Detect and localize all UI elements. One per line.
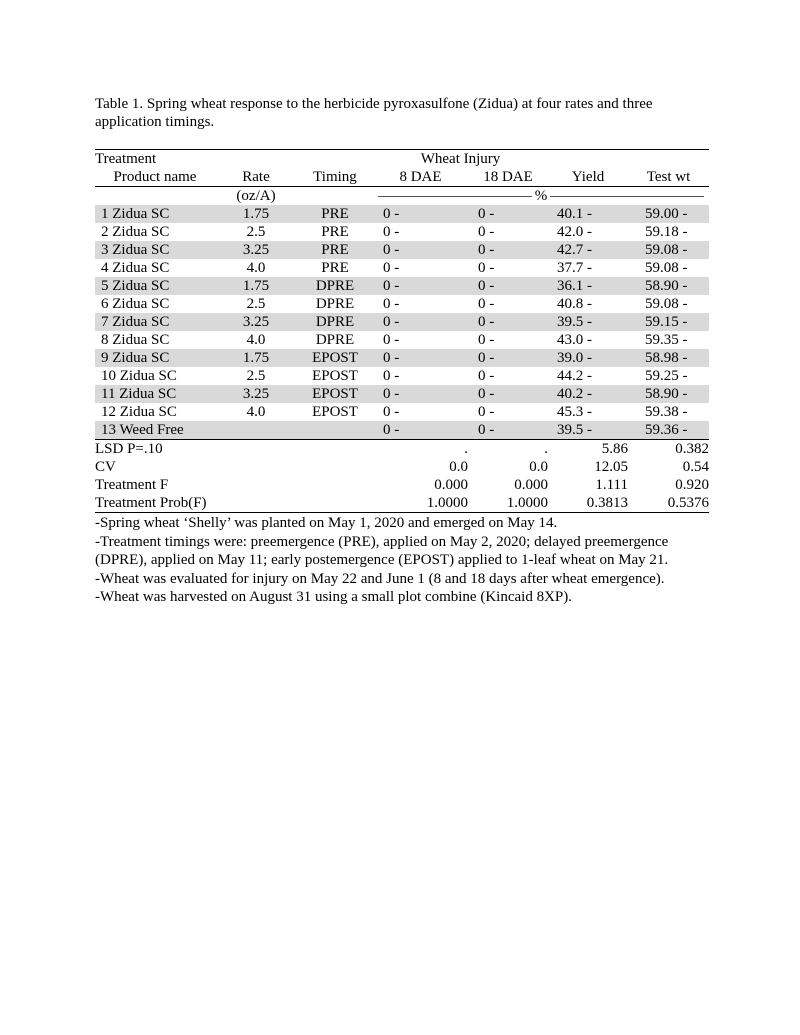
cell-test-wt: 59.18 - — [645, 224, 688, 240]
cell-8dae: 0 - — [373, 385, 468, 403]
footnotes — [95, 514, 709, 607]
stat-rows — [95, 440, 709, 513]
document-page — [95, 95, 709, 607]
cell-timing: PRE — [297, 205, 373, 223]
header-8dae: 8 DAE — [399, 169, 442, 185]
table-caption: Table 1. Spring wheat response to the herbicide pyroxasulfone (Zidua) at four rates and three application timings. — [95, 96, 653, 130]
cell-test-wt: 59.38 - — [645, 404, 688, 420]
cell-rate: 3.25 — [215, 313, 297, 331]
footnote: -Wheat was evaluated for injury on May 22 and June 1 (8 and 18 days after wheat emergence). — [95, 570, 665, 587]
cell-test-wt: 58.90 - — [628, 277, 709, 295]
cell-rate: 2.5 — [246, 368, 266, 384]
cell-yield: 40.8 - — [557, 296, 592, 312]
stat-label: Treatment F — [95, 477, 169, 493]
header-rate: Rate — [242, 169, 270, 185]
cell-timing: DPRE — [315, 296, 355, 312]
cell-8dae: 0 - — [373, 349, 468, 367]
cell-product-name: 12 Zidua SC — [101, 404, 177, 420]
cell-timing — [297, 421, 373, 440]
data-rows — [95, 205, 709, 440]
cell-timing: PRE — [321, 260, 349, 276]
stat-row — [95, 458, 709, 476]
cell-product-name: 4 Zidua SC — [101, 260, 170, 276]
cell-rate: 3.25 — [215, 385, 297, 403]
cell-yield: 40.2 - — [548, 385, 628, 403]
stat-dae8: 0.000 — [434, 477, 468, 493]
cell-18dae: 0 - — [468, 241, 548, 259]
cell-yield: 42.0 - — [557, 224, 592, 240]
cell-product-name: 1 Zidua SC — [95, 205, 215, 223]
stat-test-wt: 0.54 — [682, 459, 709, 475]
cell-8dae: 0 - — [383, 260, 400, 276]
stat-dae18: 0.0 — [529, 459, 548, 475]
header-yield: Yield — [571, 169, 605, 185]
stat-dae8: . — [373, 440, 468, 459]
header-wheat-injury: Wheat Injury — [373, 150, 548, 169]
stat-dae8: 1.0000 — [373, 494, 468, 513]
cell-yield: 45.3 - — [557, 404, 592, 420]
cell-yield: 39.0 - — [548, 349, 628, 367]
cell-yield: 36.1 - — [548, 277, 628, 295]
cell-yield: 43.0 - — [557, 332, 592, 348]
header-test-wt: Test wt — [646, 169, 691, 185]
cell-product-name: 11 Zidua SC — [95, 385, 215, 403]
cell-8dae: 0 - — [383, 224, 400, 240]
stat-label: Treatment Prob(F) — [95, 494, 373, 513]
stat-row — [95, 440, 709, 459]
stat-dae18: 0.000 — [514, 477, 548, 493]
header-row-1 — [95, 150, 709, 169]
table-row — [95, 331, 709, 349]
table-row — [95, 259, 709, 277]
cell-product-name: 8 Zidua SC — [101, 332, 170, 348]
stat-yield: 12.05 — [594, 459, 628, 475]
cell-18dae: 0 - — [468, 277, 548, 295]
header-18dae: 18 DAE — [483, 169, 533, 185]
cell-8dae: 0 - — [383, 404, 400, 420]
cell-timing: EPOST — [297, 385, 373, 403]
table-row — [95, 205, 709, 223]
header-row-3 — [95, 187, 709, 206]
table-row — [95, 241, 709, 259]
cell-test-wt: 58.90 - — [628, 385, 709, 403]
cell-product-name: 10 Zidua SC — [101, 368, 177, 384]
cell-18dae: 0 - — [468, 349, 548, 367]
cell-18dae: 0 - — [468, 421, 548, 440]
cell-rate: 4.0 — [246, 404, 266, 420]
cell-yield: 40.1 - — [548, 205, 628, 223]
cell-timing: DPRE — [297, 277, 373, 295]
cell-product-name: 7 Zidua SC — [95, 313, 215, 331]
cell-test-wt: 59.08 - — [628, 241, 709, 259]
cell-timing: PRE — [297, 241, 373, 259]
footnote: -Spring wheat ‘Shelly’ was planted on May 1, 2020 and emerged on May 14. — [95, 515, 558, 531]
cell-8dae: 0 - — [383, 332, 400, 348]
cell-18dae: 0 - — [478, 368, 495, 384]
cell-18dae: 0 - — [478, 404, 495, 420]
cell-rate — [215, 421, 297, 440]
cell-18dae: 0 - — [478, 260, 495, 276]
cell-test-wt: 58.98 - — [628, 349, 709, 367]
stat-test-wt: 0.382 — [628, 440, 709, 459]
cell-8dae: 0 - — [373, 205, 468, 223]
stat-yield: 0.3813 — [548, 494, 628, 513]
stat-label: LSD P=.10 — [95, 440, 373, 459]
table-row — [95, 223, 709, 241]
footnote: -Wheat was harvested on August 31 using a small plot combine (Kincaid 8XP). — [95, 589, 572, 605]
stat-dae8: 0.0 — [449, 459, 468, 475]
cell-timing: EPOST — [312, 368, 358, 384]
table-row — [95, 421, 709, 440]
cell-product-name: 5 Zidua SC — [95, 277, 215, 295]
cell-timing: EPOST — [312, 404, 358, 420]
cell-8dae: 0 - — [373, 241, 468, 259]
cell-rate: 2.5 — [246, 224, 266, 240]
cell-yield: 42.7 - — [548, 241, 628, 259]
footnote: -Treatment timings were: preemergence (PRE), applied on May 2, 2020; delayed preemergence (DPRE), applied on May 11; early postemergence (EPOST) applied to 1-leaf wheat on May 21. — [95, 533, 669, 568]
table-row — [95, 349, 709, 367]
percent-sign: % — [532, 188, 551, 204]
cell-product-name: 2 Zidua SC — [101, 224, 170, 240]
cell-rate: 1.75 — [215, 205, 297, 223]
cell-rate: 2.5 — [246, 296, 266, 312]
stat-test-wt: 0.5376 — [628, 494, 709, 513]
header-timing: Timing — [313, 169, 357, 185]
table-row — [95, 277, 709, 295]
cell-18dae: 0 - — [468, 205, 548, 223]
stat-row — [95, 476, 709, 494]
cell-18dae: 0 - — [468, 385, 548, 403]
cell-rate: 4.0 — [246, 260, 266, 276]
cell-test-wt: 59.08 - — [645, 260, 688, 276]
cell-rate: 4.0 — [246, 332, 266, 348]
results-table — [95, 149, 709, 513]
cell-8dae: 0 - — [383, 296, 400, 312]
header-row-2 — [95, 168, 709, 187]
cell-8dae: 0 - — [373, 421, 468, 440]
cell-timing: EPOST — [297, 349, 373, 367]
table-row — [95, 295, 709, 313]
cell-yield: 44.2 - — [557, 368, 592, 384]
table-row — [95, 385, 709, 403]
cell-rate: 1.75 — [215, 277, 297, 295]
cell-8dae: 0 - — [373, 313, 468, 331]
cell-product-name: 6 Zidua SC — [101, 296, 170, 312]
cell-yield: 39.5 - — [548, 313, 628, 331]
table-row — [95, 367, 709, 385]
cell-test-wt: 59.35 - — [645, 332, 688, 348]
cell-18dae: 0 - — [468, 313, 548, 331]
stat-dae18: 1.0000 — [468, 494, 548, 513]
cell-yield: 37.7 - — [557, 260, 592, 276]
cell-test-wt: 59.08 - — [645, 296, 688, 312]
cell-timing: DPRE — [297, 313, 373, 331]
header-treatment: Treatment — [95, 150, 215, 169]
cell-18dae: 0 - — [478, 224, 495, 240]
stat-test-wt: 0.920 — [675, 477, 709, 493]
stat-yield: 5.86 — [548, 440, 628, 459]
table-row — [95, 403, 709, 421]
cell-8dae: 0 - — [373, 277, 468, 295]
cell-test-wt: 59.25 - — [645, 368, 688, 384]
cell-product-name: 3 Zidua SC — [95, 241, 215, 259]
stat-row — [95, 494, 709, 513]
cell-8dae: 0 - — [383, 368, 400, 384]
stat-dae18: . — [468, 440, 548, 459]
percent-span — [373, 187, 709, 206]
cell-test-wt: 59.15 - — [628, 313, 709, 331]
cell-test-wt: 59.00 - — [628, 205, 709, 223]
cell-yield: 39.5 - — [548, 421, 628, 440]
cell-test-wt: 59.36 - — [628, 421, 709, 440]
stat-label: CV — [95, 459, 116, 475]
cell-product-name: 9 Zidua SC — [95, 349, 215, 367]
cell-rate: 3.25 — [215, 241, 297, 259]
cell-timing: PRE — [321, 224, 349, 240]
cell-18dae: 0 - — [478, 332, 495, 348]
cell-rate: 1.75 — [215, 349, 297, 367]
header-product-name: Product name — [113, 169, 197, 185]
cell-product-name: 13 Weed Free — [95, 421, 215, 440]
header-rate-unit: (oz/A) — [215, 187, 297, 206]
table-row — [95, 313, 709, 331]
cell-timing: DPRE — [315, 332, 355, 348]
stat-yield: 1.111 — [595, 477, 628, 493]
cell-18dae: 0 - — [478, 296, 495, 312]
